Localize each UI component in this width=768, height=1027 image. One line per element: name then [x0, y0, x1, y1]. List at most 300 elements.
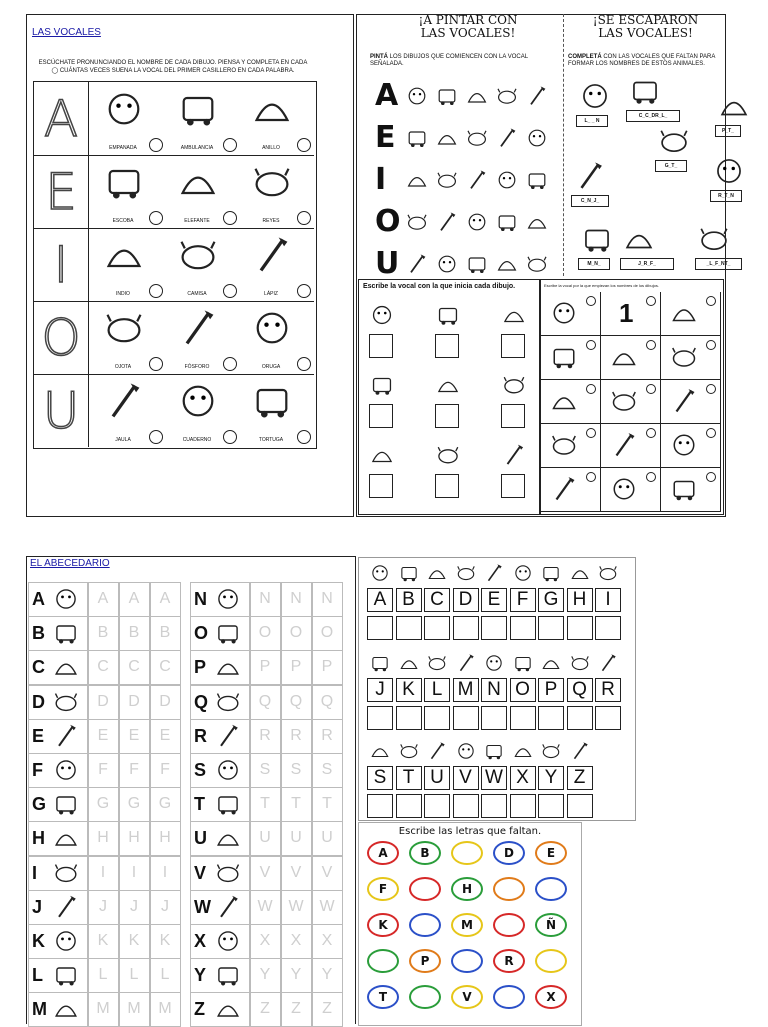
abc-trace-letter: G — [158, 795, 172, 813]
vocal-answer-circle[interactable] — [586, 296, 596, 306]
vowel-word-label: EMPANADA — [109, 145, 137, 151]
abc-trace-letter: X — [290, 932, 302, 949]
drawing-icon — [669, 298, 699, 328]
vowel-word-label: INDIO — [116, 291, 130, 297]
escribe-vocal-title: Escribe la vocal con la que inicia cada dibujo. — [363, 283, 516, 290]
vowel-word-label: LÁPIZ — [264, 291, 278, 297]
letter-circle: A — [367, 841, 399, 865]
vowel-row — [34, 228, 314, 302]
drawing-icon — [495, 84, 519, 108]
animal-icon — [540, 652, 562, 674]
abc-row — [28, 958, 348, 993]
drawing-icon — [250, 233, 294, 277]
pintar-vowel: U — [375, 246, 400, 281]
abc-letter: A — [32, 589, 45, 609]
animal-icon — [512, 740, 534, 762]
drawing-icon — [52, 688, 80, 716]
vowel-word-cell — [92, 374, 167, 447]
pintar-vowel: O — [375, 204, 401, 239]
vocal-answer-circle[interactable] — [646, 472, 656, 482]
drawing-icon — [52, 859, 80, 887]
drawing-icon — [525, 126, 549, 150]
abc-trace-letter: A — [159, 590, 171, 607]
escaparon-instruction-bold: COMPLETÁ — [568, 54, 602, 60]
drawing-icon — [465, 210, 489, 234]
vowel-word-cell — [166, 374, 241, 447]
faltan-panel — [358, 822, 582, 1026]
abecedario-table — [28, 570, 354, 1024]
abc-trace-letter: I — [162, 863, 168, 881]
animal-icon — [483, 562, 505, 584]
drawing-icon — [102, 306, 146, 350]
alphabet-answer-box[interactable] — [367, 794, 393, 818]
drawing-icon — [609, 430, 639, 460]
animal-word-box[interactable]: C_N_J_ — [571, 195, 609, 207]
abc-trace-letter: F — [98, 761, 108, 778]
abc-trace-letter: A — [97, 590, 109, 607]
vowel-word-cell — [240, 228, 315, 301]
drawing-icon — [369, 442, 395, 468]
letter-grid-panel — [358, 557, 636, 821]
animal-word-box[interactable]: R_T_N — [710, 190, 742, 202]
letter-circle[interactable] — [535, 949, 567, 973]
vowel-answer-box[interactable] — [501, 474, 525, 498]
drawing-icon — [52, 756, 80, 784]
abc-trace-letter: G — [127, 795, 141, 813]
drawing-icon — [549, 386, 579, 416]
alphabet-letter: P — [538, 678, 564, 702]
vowel-letter: U — [34, 374, 89, 447]
drawing-icon — [369, 372, 395, 398]
animal-icon — [569, 740, 591, 762]
drawing-icon — [102, 233, 146, 277]
letter-circle[interactable] — [367, 949, 399, 973]
abc-trace-letter: C — [128, 658, 140, 676]
vowel-word-label: CAMISA — [187, 291, 207, 297]
abc-trace-letter: Q — [258, 692, 272, 710]
drawing-icon — [525, 168, 549, 192]
vowel-answer-box[interactable] — [501, 404, 525, 428]
abecedario-title[interactable]: EL ABECEDARIO — [30, 558, 110, 569]
abc-trace-letter: A — [128, 590, 140, 607]
abc-letter: B — [32, 623, 45, 644]
alphabet-answer-box[interactable] — [481, 706, 507, 730]
abc-trace-letter: J — [130, 897, 138, 915]
animal-icon — [512, 562, 534, 584]
alphabet-answer-box[interactable] — [481, 794, 507, 818]
alphabet-answer-box[interactable] — [510, 616, 536, 640]
drawing-icon — [214, 859, 242, 887]
abc-trace-letter: F — [129, 761, 139, 778]
alphabet-answer-box[interactable] — [424, 616, 450, 640]
drawing-icon — [501, 372, 527, 398]
vocal-answer-circle[interactable] — [706, 472, 716, 482]
drawing-icon — [176, 233, 220, 277]
animal-icon — [569, 562, 591, 584]
abc-letter: U — [194, 828, 207, 849]
drawing-icon — [501, 302, 527, 328]
drawing-icon — [669, 474, 699, 504]
alphabet-letter: H — [567, 588, 593, 612]
animal-word-box[interactable]: L_ _ N — [576, 115, 608, 127]
drawing-icon — [435, 126, 459, 150]
abc-trace-letter: T — [291, 795, 301, 813]
animal-icon — [628, 74, 662, 108]
alphabet-answer-box[interactable] — [567, 616, 593, 640]
letter-circle: R — [493, 949, 525, 973]
abc-letter: S — [194, 760, 207, 780]
count-circle[interactable] — [297, 211, 311, 225]
vocal-answer-circle[interactable] — [706, 428, 716, 438]
vowel-word-cell — [92, 301, 167, 374]
vowel-word-cell — [92, 155, 167, 228]
drawing-icon — [102, 160, 146, 204]
vowel-word-cell — [240, 82, 315, 155]
vowel-word-label: CUADERNO — [182, 437, 212, 443]
letter-circle[interactable] — [493, 877, 525, 901]
abc-letter: C — [32, 657, 45, 678]
alphabet-answer-box[interactable] — [510, 794, 536, 818]
vocal-answer-circle[interactable] — [646, 296, 656, 306]
vowel-answer-box[interactable] — [435, 474, 459, 498]
animal-word-box[interactable]: P_T_ — [715, 125, 741, 137]
drawing-icon — [495, 210, 519, 234]
alphabet-letter: Z — [567, 766, 593, 790]
count-circle[interactable] — [149, 211, 163, 225]
vocal-grid-cell — [541, 468, 601, 512]
count-circle[interactable] — [297, 284, 311, 298]
drawing-icon — [609, 474, 639, 504]
letter-circle: H — [451, 877, 483, 901]
drawing-icon — [669, 430, 699, 460]
vowel-letter: O — [34, 301, 89, 374]
letter-circle: E — [535, 841, 567, 865]
vocal-answer-circle[interactable] — [646, 340, 656, 350]
count-circle[interactable] — [223, 138, 237, 152]
drawing-icon — [102, 379, 146, 423]
letter-circle[interactable] — [451, 841, 483, 865]
letter-circle: M — [451, 913, 483, 937]
abc-trace-letter: B — [97, 624, 109, 642]
drawing-icon — [435, 302, 461, 328]
count-circle[interactable] — [223, 430, 237, 444]
abc-trace-letter: M — [158, 1000, 172, 1018]
drawing-icon — [435, 372, 461, 398]
vocal-answer-circle[interactable] — [586, 472, 596, 482]
vowel-answer-box[interactable] — [369, 334, 393, 358]
vocal-grid-instruction: Escribe la vocal por la que empiezan los nombres de los dibujos. — [544, 283, 659, 288]
drawing-icon — [465, 252, 489, 276]
pintar-instruction-rest: LOS DIBUJOS QUE COMIENCEN CON LA VOCAL SEÑALADA. — [370, 54, 528, 67]
abc-row — [28, 787, 348, 822]
letter-circle: V — [451, 985, 483, 1009]
pintar-title-line1: ¡A PINTAR CON — [418, 13, 518, 27]
animal-icon — [578, 79, 612, 113]
alphabet-letter: J — [367, 678, 393, 702]
abc-trace-letter: H — [128, 829, 140, 847]
vowel-letter: I — [34, 228, 89, 301]
count-circle[interactable] — [223, 357, 237, 371]
animal-icon — [697, 222, 731, 256]
abc-trace-letter: R — [290, 726, 302, 744]
letter-circle: F — [367, 877, 399, 901]
alphabet-answer-box[interactable] — [567, 706, 593, 730]
vocales-title[interactable]: LAS VOCALES — [32, 27, 101, 38]
count-circle[interactable] — [149, 357, 163, 371]
alphabet-answer-box[interactable] — [367, 706, 393, 730]
escaparon-title-line2: LAS VOCALES! — [598, 26, 693, 40]
alphabet-letter: D — [453, 588, 479, 612]
abc-trace-letter: E — [128, 726, 140, 744]
abc-trace-letter: W — [288, 897, 304, 915]
drawing-icon — [435, 442, 461, 468]
animal-icon — [455, 562, 477, 584]
alphabet-answer-box[interactable] — [595, 706, 621, 730]
drawing-icon — [405, 252, 429, 276]
abc-trace-letter: O — [258, 624, 272, 642]
section-divider — [563, 14, 564, 276]
abc-trace-letter: P — [290, 658, 302, 676]
vocal-answer-circle[interactable] — [706, 340, 716, 350]
letter-circle[interactable] — [409, 877, 441, 901]
alphabet-answer-box[interactable] — [538, 794, 564, 818]
drawing-icon — [609, 342, 639, 372]
vocal-answer-circle[interactable] — [706, 384, 716, 394]
vowel-row — [34, 301, 314, 375]
drawing-icon — [214, 722, 242, 750]
alphabet-letter: Y — [538, 766, 564, 790]
abc-letter: N — [194, 589, 207, 609]
abc-trace-letter: E — [97, 726, 109, 744]
vowel-word-cell — [166, 155, 241, 228]
drawing-icon — [435, 252, 459, 276]
drawing-icon — [102, 87, 146, 131]
vowel-answer-box[interactable] — [435, 404, 459, 428]
abc-row — [28, 890, 348, 925]
abc-letter: E — [32, 725, 45, 746]
alphabet-answer-box[interactable] — [367, 616, 393, 640]
vowel-word-label: ANILLO — [262, 145, 280, 151]
vowel-answer-box[interactable] — [369, 404, 393, 428]
abc-trace-letter: L — [98, 966, 108, 984]
alphabet-letter: F — [510, 588, 536, 612]
alphabet-answer-box[interactable] — [396, 706, 422, 730]
alphabet-answer-box[interactable] — [453, 616, 479, 640]
escribe-vocal-panel — [358, 279, 540, 515]
drawing-icon — [176, 306, 220, 350]
abc-trace-letter: Q — [289, 692, 303, 710]
abc-trace-letter: B — [159, 624, 171, 642]
drawing-icon — [52, 961, 80, 989]
count-circle[interactable] — [223, 211, 237, 225]
abc-trace-letter: J — [99, 897, 107, 915]
abc-trace-letter: H — [159, 829, 171, 847]
vowel-row — [34, 82, 314, 156]
drawing-icon — [214, 927, 242, 955]
vocales-grid — [33, 81, 317, 449]
abc-trace-letter: V — [321, 863, 333, 881]
drawing-icon — [465, 168, 489, 192]
vowel-word-label: REYES — [262, 218, 280, 224]
abc-trace-letter: N — [290, 590, 302, 607]
vowel-word-cell — [240, 374, 315, 447]
letter-circle: P — [409, 949, 441, 973]
alphabet-answer-box[interactable] — [538, 706, 564, 730]
drawing-icon — [549, 298, 579, 328]
drawing-icon — [525, 84, 549, 108]
count-circle[interactable] — [149, 430, 163, 444]
abc-trace-letter: Z — [322, 1000, 332, 1018]
letter-circle[interactable] — [535, 877, 567, 901]
abc-trace-letter: D — [128, 692, 140, 710]
abc-letter: M — [32, 999, 47, 1020]
alphabet-answer-box[interactable] — [453, 706, 479, 730]
animal-icon — [483, 740, 505, 762]
animal-word-box[interactable]: G_T_ — [655, 160, 687, 172]
vowel-letter: A — [34, 82, 89, 155]
drawing-icon — [52, 619, 80, 647]
vocal-grid-panel — [540, 279, 724, 515]
vowel-word-label: FÓSFORO — [184, 364, 210, 370]
animal-word-box[interactable]: M_N_ — [578, 258, 610, 270]
abc-row — [28, 650, 348, 685]
drawing-icon — [405, 126, 429, 150]
alphabet-answer-box[interactable] — [396, 616, 422, 640]
alphabet-letter: L — [424, 678, 450, 702]
drawing-icon — [549, 474, 579, 504]
abc-letter: Q — [194, 691, 209, 712]
abc-trace-letter: K — [128, 932, 140, 949]
animal-word-box[interactable]: J_R_F_ — [620, 258, 674, 270]
abc-row — [28, 582, 348, 617]
vocal-answer-circle[interactable] — [586, 384, 596, 394]
vowel-row — [34, 374, 314, 447]
animal-icon — [573, 159, 607, 193]
animal-icon — [712, 154, 746, 188]
animal-icon — [717, 89, 751, 123]
vocal-answer-circle[interactable] — [586, 428, 596, 438]
animal-word-box[interactable]: C_C_DR_L_ — [626, 110, 680, 122]
vowel-word-label: TORTUGA — [258, 437, 284, 443]
drawing-icon — [214, 688, 242, 716]
abc-trace-letter: X — [259, 932, 271, 949]
vocal-grid-cell — [661, 292, 721, 336]
letter-circle[interactable] — [409, 913, 441, 937]
abc-trace-letter: R — [321, 726, 333, 744]
vocal-grid-cell — [541, 424, 601, 468]
pintar-vowel: I — [375, 162, 387, 197]
count-circle[interactable] — [223, 284, 237, 298]
count-circle[interactable] — [297, 138, 311, 152]
alphabet-answer-box[interactable] — [396, 794, 422, 818]
abc-letter: I — [32, 862, 38, 883]
escaparon-instruction-rest: CON LAS VOCALES QUE FALTAN PARA FORMAR LOS NOMBRES DE ESTOS ANIMALES. — [568, 54, 716, 67]
alphabet-letter: E — [481, 588, 507, 612]
drawing-icon — [250, 306, 294, 350]
vowel-answer-box[interactable] — [501, 334, 525, 358]
drawing-icon — [669, 342, 699, 372]
drawing-icon — [405, 168, 429, 192]
vocales-worksheet — [30, 55, 316, 448]
drawing-icon — [525, 210, 549, 234]
abc-trace-letter: L — [160, 966, 170, 984]
abc-trace-letter: V — [259, 863, 271, 881]
abc-trace-letter: T — [260, 795, 270, 813]
alphabet-letter: O — [510, 678, 536, 702]
vowel-answer-box[interactable] — [369, 474, 393, 498]
abc-letter: K — [32, 931, 45, 951]
animal-icon — [512, 652, 534, 674]
abc-trace-letter: I — [100, 863, 106, 881]
vocales-instruction: ESCÚCHATE PRONUNCIANDO EL NOMBRE DE CADA DIBUJO. PIENSA Y COMPLETA EN CADA ◯ CUÁNTAS VECES SUENA LA VOCAL DEL PRIMER CASILLERO EN CADA PALABRA. — [38, 60, 308, 74]
letter-circle: B — [409, 841, 441, 865]
letter-circle[interactable] — [451, 949, 483, 973]
vowel-row — [34, 155, 314, 229]
animal-word-box[interactable]: _L_F_NT_ — [695, 258, 742, 270]
count-circle[interactable] — [297, 357, 311, 371]
abc-trace-letter: M — [127, 1000, 141, 1018]
vocal-answer-circle[interactable] — [646, 428, 656, 438]
abc-trace-letter: W — [257, 897, 273, 915]
alphabet-answer-box[interactable] — [453, 794, 479, 818]
abc-trace-letter: U — [259, 829, 271, 847]
abc-trace-letter: J — [161, 897, 169, 915]
letter-circle[interactable] — [493, 913, 525, 937]
alphabet-letter: B — [396, 588, 422, 612]
escaparon-title — [568, 14, 723, 40]
drawing-icon — [495, 168, 519, 192]
pintar-title-line2: LAS VOCALES! — [420, 26, 516, 40]
count-circle[interactable] — [297, 430, 311, 444]
abc-trace-letter: C — [159, 658, 171, 676]
abc-row — [28, 753, 348, 788]
alphabet-letter: R — [595, 678, 621, 702]
letter-circle: K — [367, 913, 399, 937]
vocal-answer-circle[interactable] — [586, 340, 596, 350]
drawing-icon — [52, 790, 80, 818]
alphabet-letter: C — [424, 588, 450, 612]
letter-circle[interactable] — [409, 985, 441, 1009]
alphabet-answer-box[interactable] — [567, 794, 593, 818]
vowel-word-cell — [240, 301, 315, 374]
drawing-icon — [435, 168, 459, 192]
vocal-grid-cell — [601, 336, 661, 380]
animal-icon — [398, 562, 420, 584]
animal-icon — [540, 562, 562, 584]
vocal-grid-cell — [661, 380, 721, 424]
count-circle[interactable] — [149, 284, 163, 298]
alphabet-answer-box[interactable] — [595, 616, 621, 640]
vocal-answer-circle[interactable] — [706, 296, 716, 306]
alphabet-answer-box[interactable] — [510, 706, 536, 730]
vocal-grid-cell — [601, 424, 661, 468]
alphabet-answer-box[interactable] — [538, 616, 564, 640]
letter-circle[interactable] — [493, 985, 525, 1009]
alphabet-answer-box[interactable] — [424, 794, 450, 818]
alphabet-answer-box[interactable] — [424, 706, 450, 730]
vowel-word-cell — [92, 82, 167, 155]
vocal-grid-cell — [601, 380, 661, 424]
vowel-answer-box[interactable] — [435, 334, 459, 358]
animal-icon — [369, 562, 391, 584]
alphabet-answer-box[interactable] — [481, 616, 507, 640]
count-circle[interactable] — [149, 138, 163, 152]
abc-row — [28, 719, 348, 754]
drawing-icon — [405, 210, 429, 234]
drawing-icon — [465, 84, 489, 108]
vocal-grid-cell — [541, 292, 601, 336]
vocal-answer-circle[interactable] — [646, 384, 656, 394]
